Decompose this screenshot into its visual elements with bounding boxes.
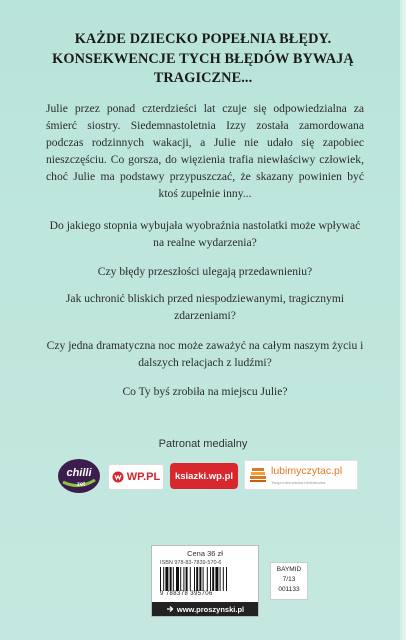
headline-line-1: KAŻDE DZIECKO POPEŁNIA BŁĘDY.	[74, 31, 332, 47]
barcode-bar	[186, 567, 188, 591]
barcode-bar	[223, 567, 224, 591]
wp-icon	[112, 471, 124, 483]
barcode-bar	[173, 567, 174, 591]
barcode-bar	[176, 567, 179, 591]
barcode-bar	[226, 567, 227, 591]
price-label: Cena 36 zł	[187, 549, 223, 558]
barcode-bar	[194, 567, 195, 591]
barcode-bar	[165, 567, 168, 591]
barcode-bar	[180, 567, 181, 591]
question-what-would-you-do: Co Ty byś zrobiła na miejscu Julie?	[122, 385, 288, 398]
barcode-bar	[170, 567, 172, 591]
media-patronage-heading: Patronat medialny	[158, 438, 248, 450]
barcode-bar	[212, 567, 214, 591]
question-past-mistakes: Czy błędy przeszłości ulegają przedawnieniu?	[97, 265, 313, 278]
barcode-bar	[215, 567, 218, 591]
arrow-icon	[166, 605, 174, 613]
price-barcode-sticker	[151, 545, 259, 617]
barcode-bar	[203, 567, 204, 591]
headline-line-3: TRAGICZNE...	[153, 70, 253, 86]
chilli-zet-logo	[57, 458, 101, 494]
publisher-website	[152, 602, 258, 616]
barcode-bar	[210, 567, 211, 591]
barcode-graphic	[159, 567, 253, 591]
zet-logo-text: zet	[76, 482, 86, 488]
barcode-bar	[160, 567, 161, 591]
question-one-night: Czy jedna dramatyczna noc może zaważyć na całym naszym życiu i dalszych relacjach z ludźmi?	[46, 339, 364, 369]
label-line-3: 001133	[278, 586, 300, 593]
barcode-bar	[190, 567, 191, 591]
headline	[40, 30, 366, 89]
label-line-1: BAYMID	[276, 566, 302, 573]
distributor-label	[270, 562, 308, 600]
synopsis-paragraph: Julie przez ponad czterdzieści lat czuje się odpowiedzialna za śmierć siostry. Siedemnastoletnia Izzy została zamordowana podczas rodzinnych wakacji, a Julie nie udało się zapobiec nieszczęściu. Co gorsza, do więzienia trafia niewłaściwy człowiek, choć Julie ma podstawy przypuszczać, że skazany powinien być ktoś zupełnie inny...	[46, 102, 364, 200]
barcode-bar	[183, 567, 184, 591]
barcode-bar	[199, 567, 201, 591]
ksiazki-wp-logo: ksiazki.wp.pl	[170, 463, 238, 489]
barcode-bar	[196, 567, 198, 591]
barcode-number: 9 788378 395706	[160, 591, 213, 597]
lubimy-czytac-logo	[244, 460, 358, 490]
lubimy-logo-text: lubimyczytac.pl	[271, 465, 343, 477]
isbn-text: ISBN 978-83-7839-570-6	[160, 560, 222, 566]
question-protect-loved-ones: Jak uchronić bliskich przed niespodziewanymi, tragicznymi zdarzeniami?	[65, 292, 345, 322]
wp-logo	[108, 464, 164, 490]
headline-line-2: KONSEKWENCJE TYCH BŁĘDÓW BYWAJĄ	[52, 50, 354, 67]
books-icon	[249, 467, 267, 483]
chilli-logo-text: chilli	[66, 467, 92, 479]
wp-logo-text: WP.PL	[126, 471, 161, 483]
barcode-bar	[163, 567, 164, 591]
cover-edge	[400, 0, 406, 640]
label-line-2: 7/13	[282, 576, 296, 583]
lubimy-tagline: Twoja internetowa biblioteczka	[271, 480, 326, 485]
media-logos	[0, 458, 406, 498]
question-imagination: Do jakiego stopnia wybujała wyobraźnia nastolatki może wpływać na realne wydarzenia?	[49, 219, 361, 249]
barcode-bar	[220, 567, 221, 591]
website-text: www.proszynski.pl	[176, 604, 245, 614]
barcode-bar	[207, 567, 208, 591]
